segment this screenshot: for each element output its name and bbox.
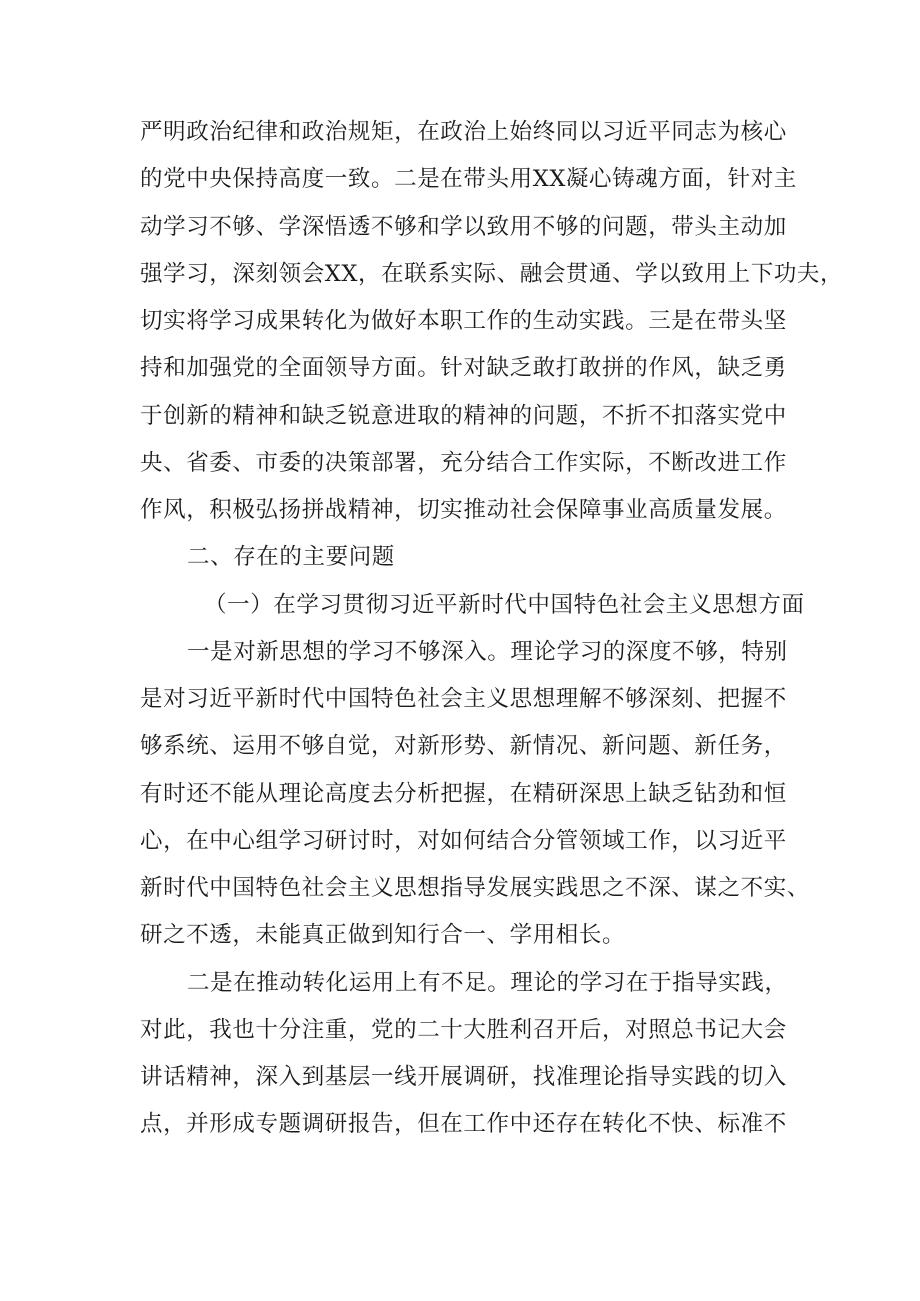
text-line: 切实将学习成果转化为做好本职工作的生动实践。三是在带头坚 — [140, 308, 787, 334]
text-line: 新时代中国特色社会主义思想指导发展实践思之不深、谋之不实、 — [140, 875, 810, 901]
text-line: 严明政治纪律和政治规矩，在政治上始终同以习近平同志为核心 — [140, 119, 787, 145]
text-line: 一是对新思想的学习不够深入。理论学习的深度不够，特别 — [187, 639, 788, 665]
text-line: 心，在中心组学习研讨时，对如何结合分管领域工作，以习近平 — [140, 828, 787, 854]
text-line: 点，并形成专题调研报告，但在工作中还存在转化不快、标准不 — [140, 1111, 787, 1137]
text-line: 有时还不能从理论高度去分析把握，在精研深思上缺乏钻劲和恒 — [140, 781, 787, 807]
text-line: 二是在推动转化运用上有不足。理论的学习在于指导实践， — [187, 970, 788, 996]
text-line: 央、省委、市委的决策部署，充分结合工作实际，不断改进工作 — [140, 450, 787, 476]
text-line: 讲话精神，深入到基层一线开展调研，找准理论指导实践的切入 — [140, 1064, 787, 1090]
text-line: 是对习近平新时代中国特色社会主义思想理解不够深刻、把握不 — [140, 686, 787, 712]
section-heading: 二、存在的主要问题 — [187, 544, 395, 570]
text-line: 持和加强党的全面领导方面。针对缺乏敢打敢拼的作风，缺乏勇 — [140, 355, 787, 381]
text-line: 研之不透，未能真正做到知行合一、学用相长。 — [140, 922, 626, 948]
text-line: 动学习不够、学深悟透不够和学以致用不够的问题，带头主动加 — [140, 214, 787, 240]
text-line: 的党中央保持高度一致。二是在带头用XX凝心铸魂方面，针对主 — [140, 166, 797, 192]
text-line: 对此，我也十分注重，党的二十大胜利召开后，对照总书记大会 — [140, 1017, 787, 1043]
text-line: 于创新的精神和缺乏锐意进取的精神的问题，不折不扣落实党中 — [140, 403, 787, 429]
text-line: 够系统、运用不够自觉，对新形势、新情况、新问题、新任务， — [140, 733, 787, 759]
subsection-heading: （一）在学习贯彻习近平新时代中国特色社会主义思想方面 — [204, 592, 805, 618]
text-line: 强学习，深刻领会XX，在联系实际、融会贯通、学以致用上下功夫， — [140, 261, 844, 287]
text-line: 作风，积极弘扬拼战精神，切实推动社会保障事业高质量发展。 — [140, 497, 787, 523]
